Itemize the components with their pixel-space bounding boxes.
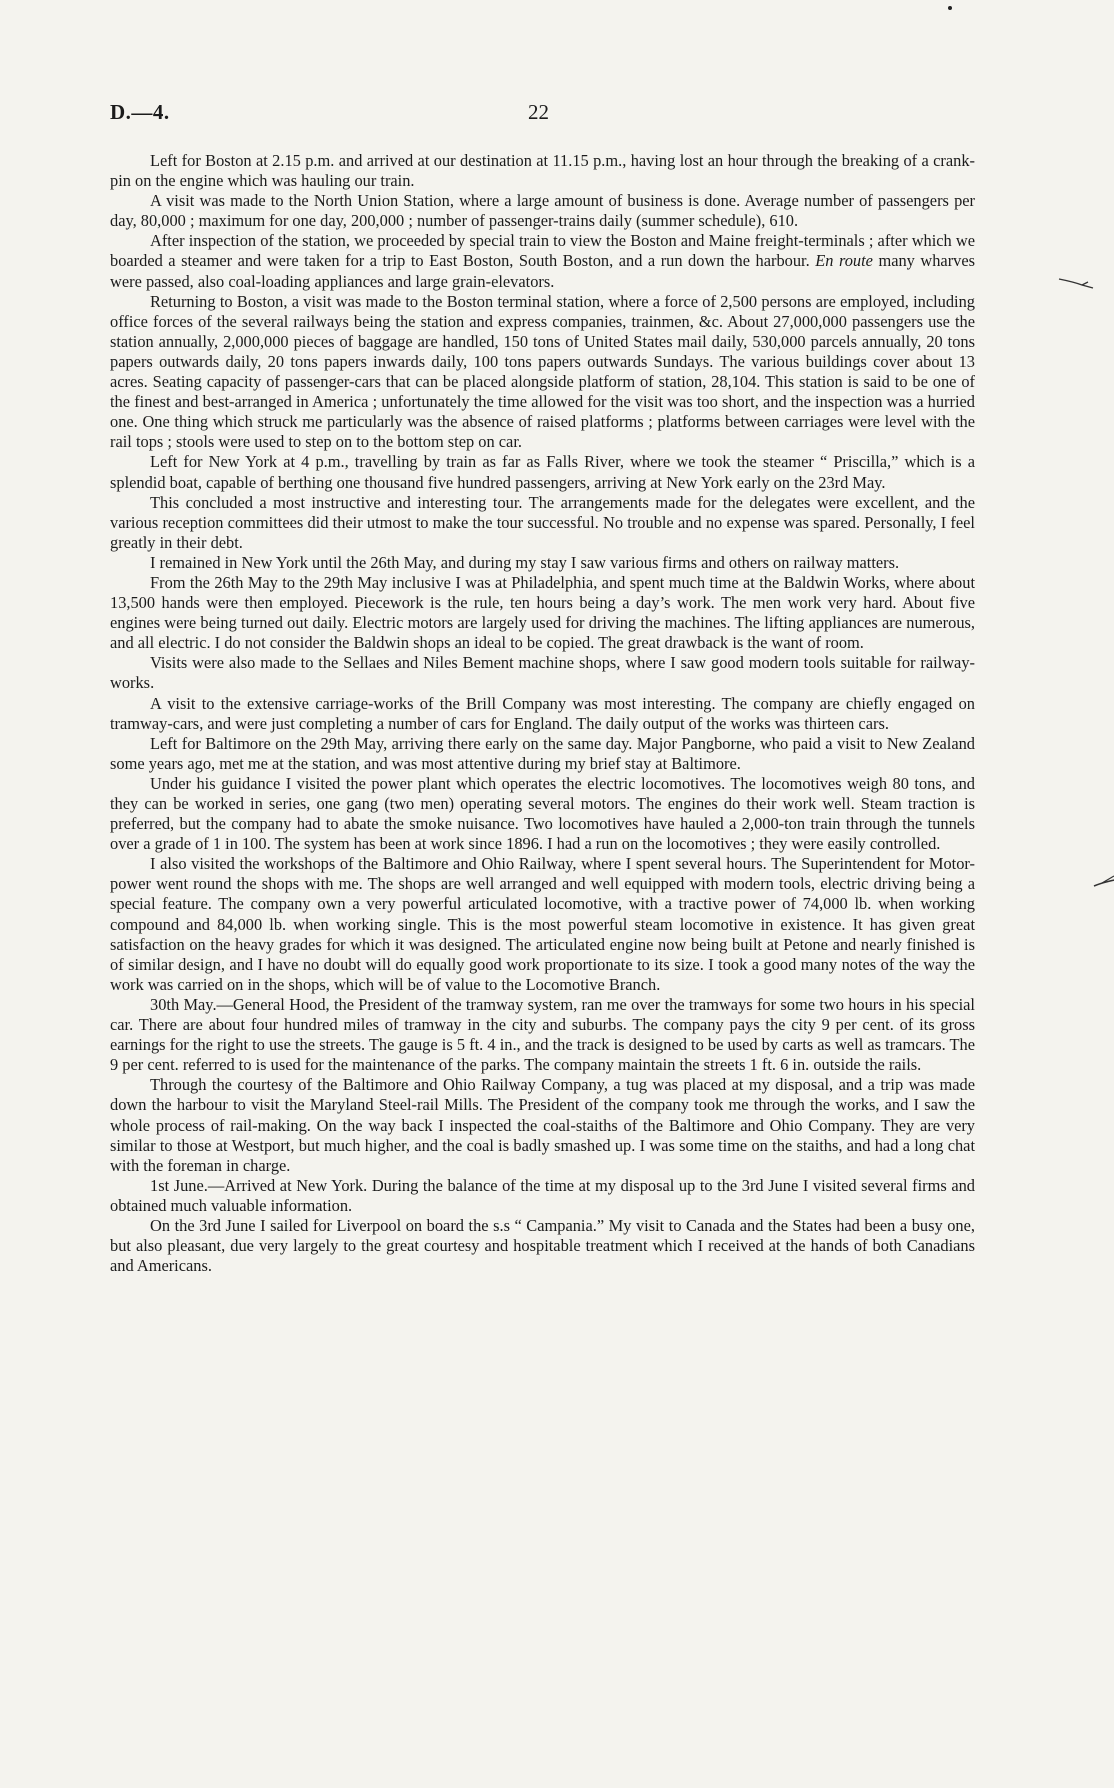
paragraph: On the 3rd June I sailed for Liverpool on board the s.s “ Campania.” My visit to Canada and the States had been a busy one, but also pleasant, due very largely to the great courtesy and hospitable treatment which I received at the hands of both Canadians and Americans. [110, 1215, 975, 1276]
paragraph: Through the courtesy of the Baltimore and Ohio Railway Company, a tug was placed at my disposal, and a trip was made down the harbour to visit the Maryland Steel-rail Mills. The President of the company took me through the works, and I saw the whole process of rail-making. On the way back I inspected the coal-staiths of the Baltimore and Ohio Company. They are very similar to those at Westport, but much higher, and the coal is badly smashed up. I was some time on the staiths, and had a long chat with the foreman in charge. [110, 1075, 975, 1175]
paragraph: Returning to Boston, a visit was made to the Boston terminal station, where a force of 2,500 persons are employed, including office forces of the several railways being the station and express companies, trainmen, &c. About 27,000,000 passengers use the station annually, 2,000,000 pieces of baggage are handled, 150 tons of United States mail daily, 530,000 parcels annually, 20 tons papers outwards daily, 20 tons papers inwards daily, 100 tons papers outwards Sundays. The various buildings cover about 13 acres. Seating capacity of passenger-cars that can be placed alongside platform of station, 28,104. This station is said to be one of the finest and best-arranged in America ; unfortunately the time allowed for the visit was too short, and the inspection was a hurried one. One thing which struck me particularly was the absence of raised platforms ; platforms between carriages were level with the rail tops ; stools were used to step on to the bottom step on car. [110, 291, 975, 452]
binding-mark [1058, 276, 1094, 290]
paragraph: Left for Baltimore on the 29th May, arriving there early on the same day. Major Pangborne, who paid a visit to New Zealand some years ago, met me at the station, and was most attentive during my brief stay at Baltimore. [110, 733, 975, 773]
paragraph: Under his guidance I visited the power plant which operates the electric locomotives. The locomotives weigh 80 tons, and they can be worked in series, one gang (two men) operating several motors. The engines do their work well. Steam traction is preferred, but the company had to abate the smoke nuisance. Two locomotives have hauled a 2,000-ton train through the tunnels over a grade of 1 in 100. The system has been at work since 1896. I had a run on the locomotives ; they were easily controlled. [110, 773, 975, 854]
page-header [110, 100, 975, 130]
paragraph: Left for Boston at 2.15 p.m. and arrived at our destination at 11.15 p.m., having lost an hour through the breaking of a crank-pin on the engine which was hauling our train. [110, 151, 975, 191]
paragraph: 30th May.—General Hood, the President of the tramway system, ran me over the tramways for some two hours in his special car. There are about four hundred miles of tramway in the city and suburbs. The company pays the city 9 per cent. of its gross earnings for the right to use the streets. The gauge is 5 ft. 4 in., and the track is designed to be used by carts as well as tramcars. The 9 per cent. referred to is used for the maintenance of the parks. The company maintain the streets 1 ft. 6 in. outside the rails. [110, 994, 975, 1075]
paragraph: Visits were also made to the Sellaes and Niles Bement machine shops, where I saw good modern tools suitable for railway-works. [110, 653, 975, 693]
paragraph: This concluded a most instructive and interesting tour. The arrangements made for the delegates were excellent, and the various reception committees did their utmost to make the tour successful. No trouble and no expense was spared. Personally, I feel greatly in their debt. [110, 492, 975, 552]
body-text [110, 151, 975, 1276]
binding-mark [1092, 874, 1114, 888]
paragraph: After inspection of the station, we proceeded by special train to view the Boston and Maine freight-terminals ; after which we boarded a steamer and were taken for a trip to East Boston, South Boston, and a run down the harbour. En route many wharves were passed, also coal-loading appliances and large grain-elevators. [110, 231, 975, 291]
document-reference: D.—4. [110, 100, 170, 124]
paragraph: I remained in New York until the 26th May, and during my stay I saw various firms and others on railway matters. [150, 552, 900, 572]
paragraph: A visit was made to the North Union Station, where a large amount of business is done. Average number of passengers per day, 80,000 ; maximum for one day, 200,000 ; number of passenger-trains daily (summer schedule), 610. [110, 191, 975, 231]
paragraph: I also visited the workshops of the Baltimore and Ohio Railway, where I spent several hours. The Superintendent for Motor-power went round the shops with me. The shops are well arranged and well equipped with modern tools, electric driving being a special feature. The company own a very powerful articulated locomotive, with a tractive power of 74,000 lb. when working compound and 84,000 lb. when working single. This is the most powerful steam locomotive in existence. It has given great satisfaction on the heavy grades for which it was designed. The articulated engine now being built at Petone and nearly finished is of similar design, and I have no doubt will do equally good work proportionate to its size. I took a good many notes of the way the work was carried on in the shops, which will be of value to the Locomotive Branch. [110, 854, 975, 994]
page-speck [948, 6, 952, 10]
page-number: 22 [528, 100, 549, 124]
paragraph: Left for New York at 4 p.m., travelling by train as far as Falls River, where we took the steamer “ Priscilla,” which is a splendid boat, capable of berthing one thousand five hundred passengers, arriving at New York early on the 23rd May. [110, 452, 975, 492]
paragraph: A visit to the extensive carriage-works of the Brill Company was most interesting. The company are chiefly engaged on tramway-cars, and were just completing a number of cars for England. The daily output of the works was thirteen cars. [110, 693, 975, 733]
italic-phrase: En route [815, 251, 873, 271]
paragraph: 1st June.—Arrived at New York. During the balance of the time at my disposal up to the 3rd June I visited several firms and obtained much valuable information. [110, 1175, 975, 1215]
paragraph: From the 26th May to the 29th May inclusive I was at Philadelphia, and spent much time at the Baldwin Works, where about 13,500 hands were then employed. Piecework is the rule, ten hours being a day’s work. The men work very hard. About five engines were being turned out daily. Electric motors are largely used for driving the machines. The lifting appliances are numerous, and all electric. I do not consider the Baldwin shops an ideal to be copied. The great drawback is the want of room. [110, 572, 975, 653]
